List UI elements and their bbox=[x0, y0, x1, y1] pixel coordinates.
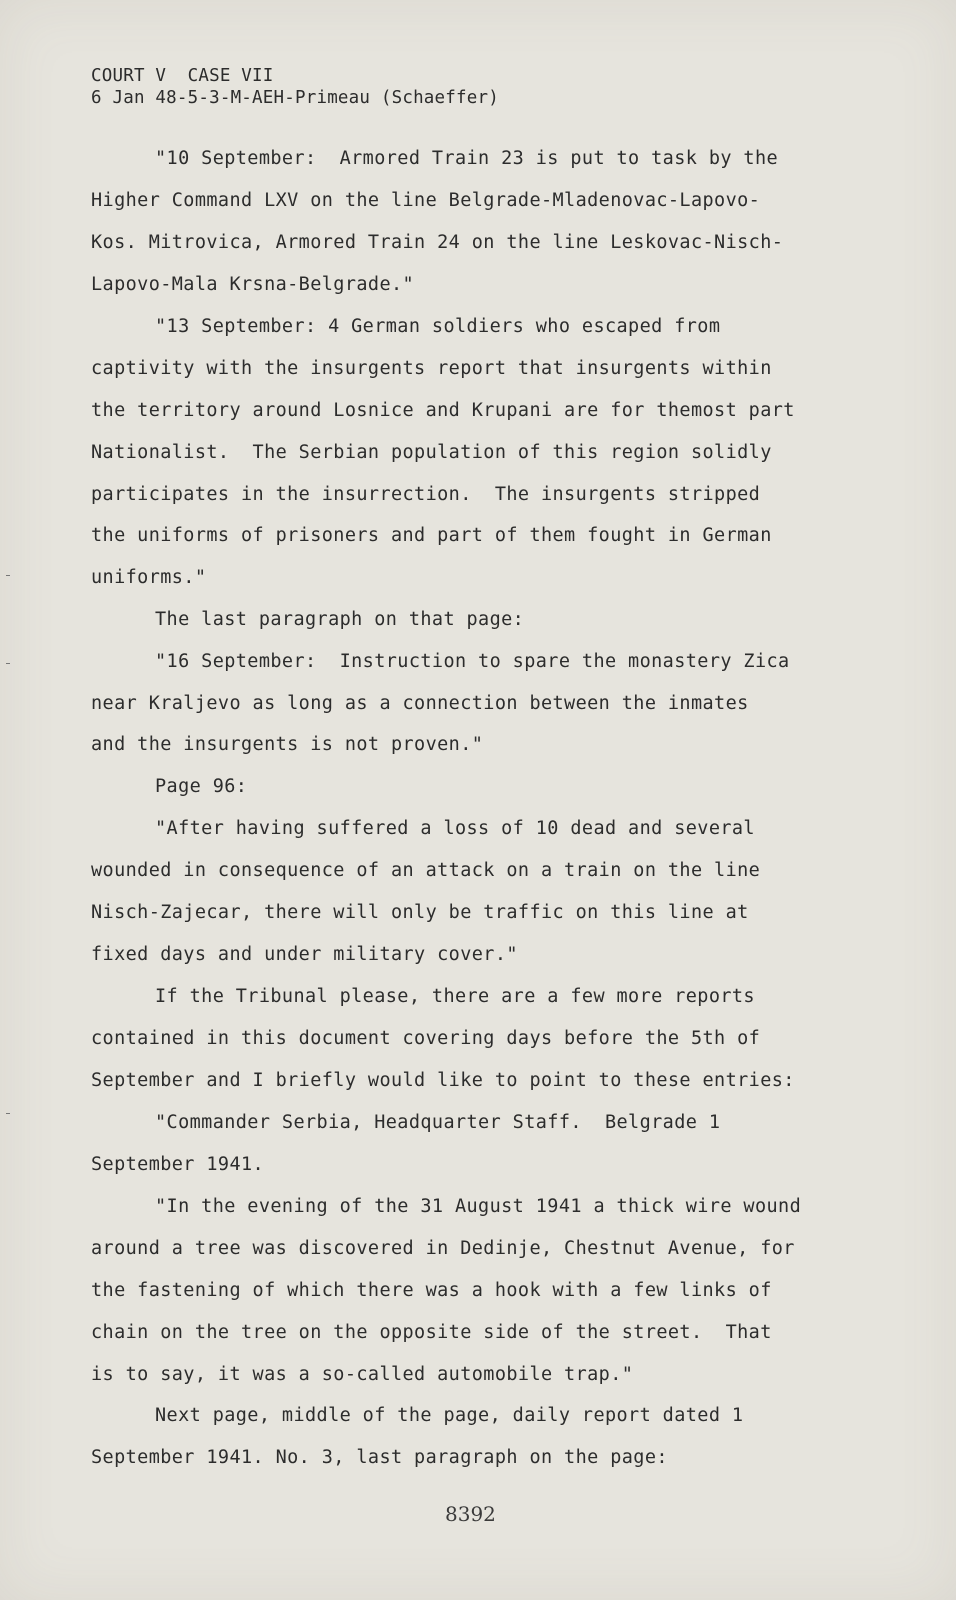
body-line: near Kraljevo as long as a connection between the inmates bbox=[91, 693, 749, 714]
page-number: 8392 bbox=[445, 1502, 496, 1526]
body-line: chain on the tree on the opposite side of the street. That bbox=[91, 1322, 772, 1343]
body-line: fixed days and under military cover." bbox=[91, 944, 518, 965]
body-line: "After having suffered a loss of 10 dead and several bbox=[155, 818, 755, 839]
body-line: wounded in consequence of an attack on a train on the line bbox=[91, 860, 761, 881]
body-line: "16 September: Instruction to spare the monastery Zica bbox=[155, 651, 790, 672]
body-line: "In the evening of the 31 August 1941 a thick wire wound bbox=[155, 1196, 802, 1217]
body-line: Higher Command LXV on the line Belgrade-Mladenovac-Lapovo- bbox=[91, 190, 761, 211]
margin-mark bbox=[6, 575, 10, 576]
body-line: Nisch-Zajecar, there will only be traffic on this line at bbox=[91, 902, 749, 923]
body-line: "Commander Serbia, Headquarter Staff. Belgrade 1 bbox=[155, 1112, 721, 1133]
body-line: "13 September: 4 German soldiers who escaped from bbox=[155, 316, 721, 337]
body-line: "10 September: Armored Train 23 is put to task by the bbox=[155, 148, 779, 169]
body-line: Page 96: bbox=[155, 776, 248, 797]
body-line: around a tree was discovered in Dedinje, Chestnut Avenue, for bbox=[91, 1238, 795, 1259]
body-line: captivity with the insurgents report that insurgents within bbox=[91, 358, 772, 379]
margin-mark bbox=[6, 663, 10, 664]
body-line: September 1941. No. 3, last paragraph on the page: bbox=[91, 1447, 668, 1468]
margin-mark bbox=[6, 1113, 10, 1114]
header-court-case: COURT V CASE VII bbox=[91, 66, 274, 86]
body-line: Next page, middle of the page, daily report dated 1 bbox=[155, 1405, 744, 1426]
body-line: September 1941. bbox=[91, 1154, 265, 1175]
body-line: the territory around Losnice and Krupani are for themost part bbox=[91, 400, 795, 421]
body-line: the uniforms of prisoners and part of them fought in German bbox=[91, 525, 772, 546]
body-line: Kos. Mitrovica, Armored Train 24 on the line Leskovac-Nisch- bbox=[91, 232, 784, 253]
body-line: contained in this document covering days before the 5th of bbox=[91, 1028, 761, 1049]
body-line: September and I briefly would like to point to these entries: bbox=[91, 1070, 795, 1091]
body-line: and the insurgents is not proven." bbox=[91, 734, 484, 755]
body-line: uniforms." bbox=[91, 567, 207, 588]
body-line: participates in the insurrection. The insurgents stripped bbox=[91, 484, 761, 505]
body-line: The last paragraph on that page: bbox=[155, 609, 525, 630]
body-line: Lapovo-Mala Krsna-Belgrade." bbox=[91, 274, 415, 295]
body-line: If the Tribunal please, there are a few more reports bbox=[155, 986, 755, 1007]
header-date-reporter: 6 Jan 48-5-3-M-AEH-Primeau (Schaeffer) bbox=[91, 88, 499, 108]
body-line: is to say, it was a so-called automobile trap." bbox=[91, 1364, 634, 1385]
body-line: Nationalist. The Serbian population of this region solidly bbox=[91, 442, 772, 463]
body-line: the fastening of which there was a hook with a few links of bbox=[91, 1280, 772, 1301]
